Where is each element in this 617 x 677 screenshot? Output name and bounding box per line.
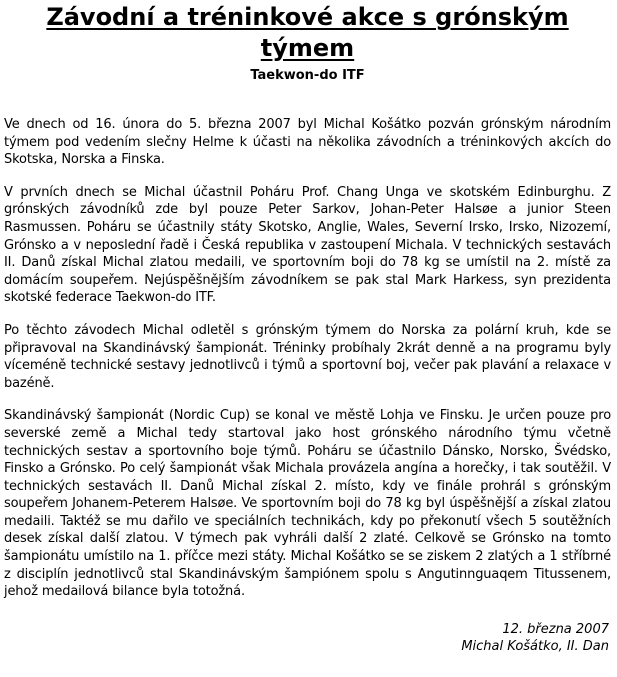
paragraph-edinburgh-cup: V prvních dnech se Michal účastnil Poháru Prof. Chang Unga ve skotském Edinburghu. Z grónských závodníků zde byl pouze Peter Sarkov, Johan-Peter Halsøe a junior Steen Rasmussen. Poháru se účastnily státy Skotsko, Anglie, Wales, Severní Irsko, Irsko, Nizozemí, Grónsko a v neposlední řadě i Česká republika v zastoupení Michala. V technických sestavách II. Danů získal Michal zlatou medaili, ve sportovním boji do 78 kg se umístil na 2. místě za domácím soupeřem. Nejúspěšnějším závodníkem se pak stal Mark Harkess, syn prezidenta skotské federace Taekwon-do ITF. — [4, 184, 611, 306]
signature-block — [4, 621, 611, 656]
paragraph-norway-training: Po těchto závodech Michal odletěl s grónským týmem do Norska za polární kruh, kde se připravoval na Skandinávský šampionát. Tréninky probíhaly 2krát denně a na programu byly víceméně technické sestavy jednotlivců i týmů a sportovní boj, večer pak plavání a relaxace v bazéně. — [4, 322, 611, 391]
paragraph-intro: Ve dnech od 16. února do 5. března 2007 byl Michal Košátko pozván grónským národním týmem pod vedením slečny Helme k účasti na několika závodních a tréninkových akcích do Skotska, Norska a Finska. — [4, 117, 611, 168]
page-title: Závodní a tréninkové akce s grónským týmem — [46, 3, 569, 62]
page-subtitle: Taekwon-do ITF — [250, 68, 365, 83]
signature-date: 12. března 2007 — [502, 621, 609, 637]
paragraph-nordic-cup: Skandinávský šampionát (Nordic Cup) se konal ve městě Lohja ve Finsku. Je určen pouze pro severské země a Michal tedy startoval jako host grónského národního týmu včetně technických sestav a sportovního boje týmů. Poháru se účastnilo Dánsko, Norsko, Švédsko, Finsko a Grónsko. Po celý šampionát však Michala provázela angína a horečky, i tak soutěžil. V technických sestavách II. Danů Michal získal 2. místo, kdy ve finále prohrál s grónským soupeřem Johanem-Peterem Halsøe. Ve sportovním boji do 78 kg byl úspěšnější a získal zlatou medaili. Taktéž se mu dařilo ve speciálních technikách, kdy po překonutí všech 5 soutěžních desek získal další zlatou. V týmech pak vyhráli další 2 zlaté. Celkově se Grónsko na tomto šampionátu umístilo na 1. příčce mezi státy. Michal Košátko se se ziskem 2 zlatých a 1 stříbrné z disciplín jednotlivců stal Skandinávským šampiónem spolu s Angutinnguaqem Titussenem, jehož medailová bilance byla totožná. — [4, 408, 611, 600]
signature-author: Michal Košátko, II. Dan — [461, 639, 609, 655]
article-body — [4, 116, 611, 601]
